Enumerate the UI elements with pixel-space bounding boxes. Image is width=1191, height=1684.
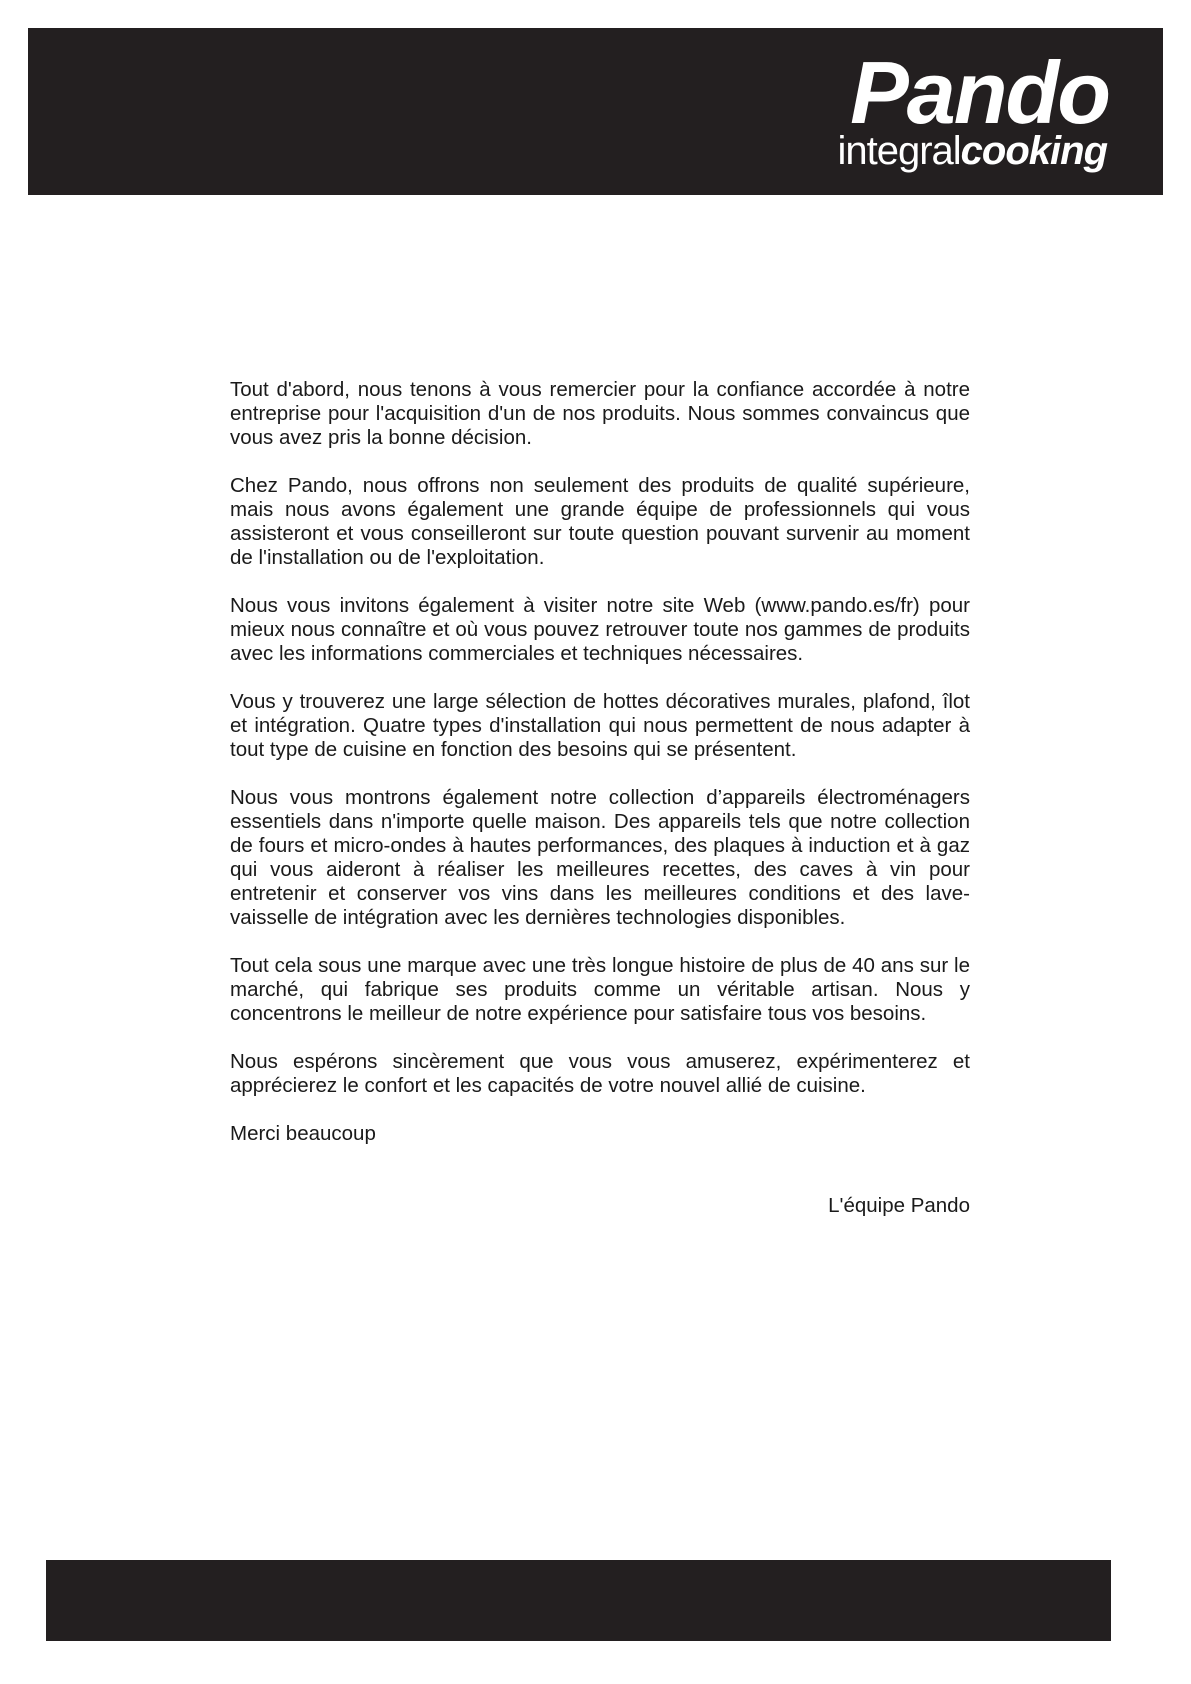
letter-signature: L'équipe Pando: [828, 1194, 970, 1217]
logo-brand: Pando: [850, 43, 1109, 142]
header-bar: [28, 28, 1163, 195]
letter-paragraph: Nous vous montrons également notre collection d’appareils électroménagers essentiels dans n'importe quelle maison. Des appareils tels que notre collection de fours et micro-ondes à hautes performances, des plaques à induction et à gaz qui vous aideront à réaliser les meilleures recettes, des caves à vin pour entretenir et conserver vos vins dans les meilleures conditions et des lave-vaisselle de intégration avec les dernières technologies disponibles.: [230, 786, 970, 929]
letter-closing: Merci beaucoup: [230, 1122, 376, 1145]
footer-bar: [46, 1560, 1111, 1641]
logo-tagline-light: integral: [837, 129, 961, 173]
letter-paragraph: Nous vous invitons également à visiter notre site Web (www.pando.es/fr) pour mieux nous connaître et où vous pouvez retrouver toute nos gammes de produits avec les informations commerciales et techniques nécessaires.: [230, 594, 970, 665]
letter-paragraph: Tout cela sous une marque avec une très longue histoire de plus de 40 ans sur le marché, qui fabrique ses produits comme un véritable artisan. Nous y concentrons le meilleur de notre expérience pour satisfaire tous vos besoins.: [230, 954, 970, 1025]
letter-paragraph: Vous y trouverez une large sélection de hottes décoratives murales, plafond, îlot et intégration. Quatre types d'installation qui nous permettent de nous adapter à tout type de cuisine en fonction des besoins qui se présentent.: [230, 690, 970, 761]
logo-tagline: [837, 129, 1107, 173]
logo-tagline-bold: cooking: [960, 129, 1107, 173]
letter-body: [230, 378, 970, 1218]
pando-logo: [837, 43, 1109, 173]
letter-paragraph: Tout d'abord, nous tenons à vous remercier pour la confiance accordée à notre entreprise pour l'acquisition d'un de nos produits. Nous sommes convaincus que vous avez pris la bonne décision.: [230, 378, 970, 449]
letter-paragraph: Chez Pando, nous offrons non seulement des produits de qualité supérieure, mais nous avons également une grande équipe de professionnels qui vous assisteront et vous conseilleront sur toute question pouvant survenir au moment de l'installation ou de l'exploitation.: [230, 474, 970, 569]
letter-paragraph: Nous espérons sincèrement que vous vous amuserez, expérimenterez et apprécierez le confort et les capacités de votre nouvel allié de cuisine.: [230, 1050, 970, 1097]
